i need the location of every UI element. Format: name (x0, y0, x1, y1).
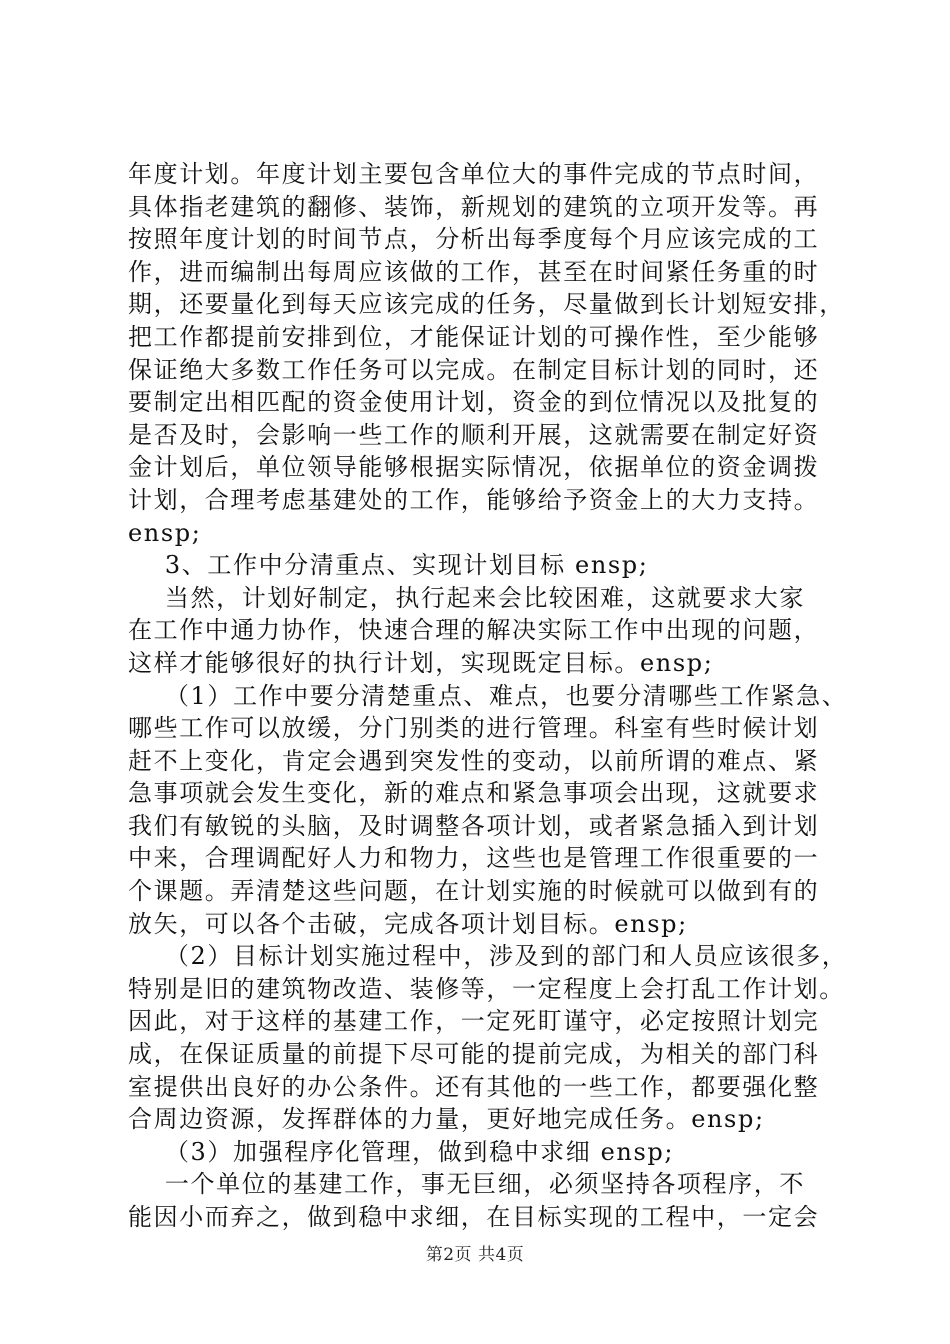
text-line: 赶不上变化，肯定会遇到突发性的变动，以前所谓的难点、紧 (128, 746, 820, 775)
text-line: 在工作中通力协作，快速合理的解决实际工作中出现的问题， (128, 616, 820, 645)
text-line: 哪些工作可以放缓，分门别类的进行管理。科室有些时候计划 (128, 714, 820, 743)
text-line: 年度计划。年度计划主要包含单位大的事件完成的节点时间， (128, 160, 820, 188)
text-line: 金计划后，单位领导能够根据实际情况，依据单位的资金调拨 (128, 453, 820, 482)
text-line: （3）加强程序化管理，做到稳中求细 ensp; (128, 1137, 675, 1166)
body-text (128, 158, 858, 1234)
text-line: 作，进而编制出每周应该做的工作，甚至在时间紧任务重的时 (128, 257, 820, 286)
text-line: 具体指老建筑的翻修、装饰，新规划的建筑的立项开发等。再 (128, 192, 820, 221)
page-number-footer: 第2页 共4页 (425, 1245, 525, 1265)
text-line: 能因小而弃之，做到稳中求细，在目标实现的工程中，一定会 (128, 1203, 820, 1231)
text-line: 合周边资源，发挥群体的力量，更好地完成任务。ensp; (128, 1105, 765, 1134)
section-heading: 3、工作中分清重点、实现计划目标 ensp; (128, 551, 649, 580)
text-line: 室提供出良好的办公条件。还有其他的一些工作，都要强化整 (128, 1072, 820, 1101)
text-line: 要制定出相匹配的资金使用计划，资金的到位情况以及批复的 (128, 388, 820, 417)
text-line: ensp; (128, 518, 202, 547)
text-line: 计划，合理考虑基建处的工作，能够给予资金上的大力支持。 (128, 485, 820, 514)
text-line: 特别是旧的建筑物改造、装修等，一定程度上会打乱工作计划。 (128, 974, 845, 1003)
text-line: 按照年度计划的时间节点，分析出每季度每个月应该完成的工 (128, 225, 820, 254)
text-line: 把工作都提前安排到位，才能保证计划的可操作性，至少能够 (128, 322, 820, 351)
text-line: 这样才能够很好的执行计划，实现既定目标。ensp; (128, 648, 714, 677)
text-line: 保证绝大多数工作任务可以完成。在制定目标计划的同时，还 (128, 355, 820, 384)
text-line: 中来，合理调配好人力和物力，这些也是管理工作很重要的一 (128, 844, 820, 873)
text-line: （2）目标计划实施过程中，涉及到的部门和人员应该很多， (128, 942, 848, 971)
text-line: 急事项就会发生变化，新的难点和紧急事项会出现，这就要求 (128, 779, 820, 808)
text-line: 我们有敏锐的头脑，及时调整各项计划，或者紧急插入到计划 (128, 811, 820, 840)
text-line: 当然，计划好制定，执行起来会比较困难，这就要求大家 (128, 583, 805, 612)
text-line: （1）工作中要分清楚重点、难点，也要分清哪些工作紧急、 (128, 681, 848, 710)
text-line: 期，还要量化到每天应该完成的任务，尽量做到长计划短安排， (128, 290, 845, 319)
text-line: 是否及时，会影响一些工作的顺利开展，这就需要在制定好资 (128, 420, 820, 449)
text-line: 因此，对于这样的基建工作，一定死盯谨守，必定按照计划完 (128, 1007, 820, 1036)
text-line: 放矢，可以各个击破，完成各项计划目标。ensp; (128, 909, 688, 938)
text-line: 一个单位的基建工作，事无巨细，必须坚持各项程序，不 (128, 1170, 805, 1199)
text-line: 个课题。弄清楚这些问题，在计划实施的时候就可以做到有的 (128, 877, 820, 906)
text-line: 成，在保证质量的前提下尽可能的提前完成，为相关的部门科 (128, 1040, 820, 1069)
